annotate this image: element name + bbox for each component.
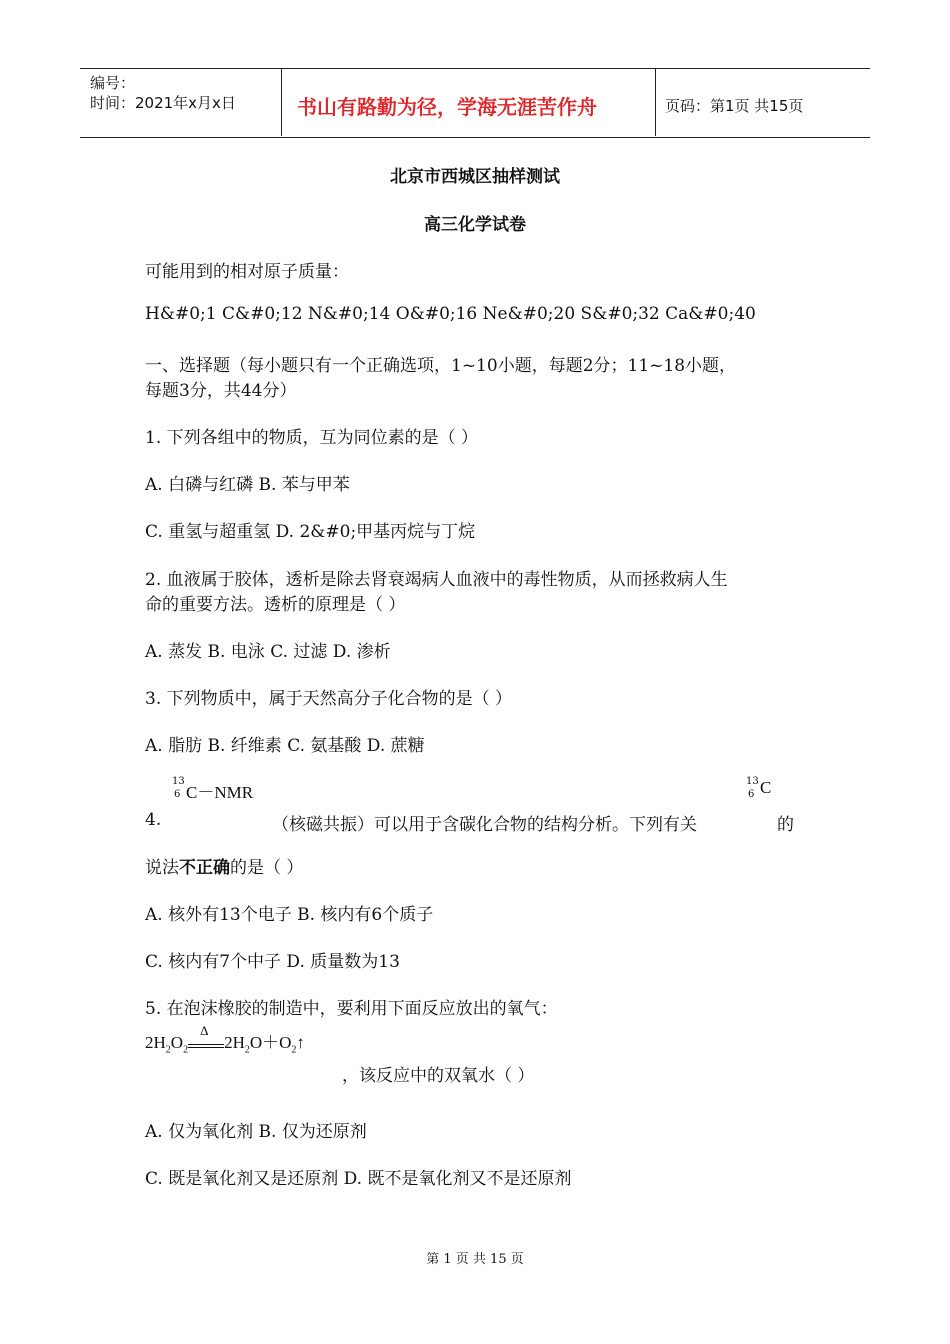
question-2-stem-cont: 命的重要方法。透析的原理是（ ） bbox=[145, 595, 406, 615]
question-5-stem: 5. 在泡沫橡胶的制造中，要利用下面反应放出的氧气： bbox=[145, 999, 558, 1019]
page-title: 北京市西城区抽样测试 bbox=[390, 167, 560, 187]
page-info: 页码：第1页 共15页 bbox=[665, 97, 804, 115]
question-2-options: A. 蒸发 B. 电泳 C. 过滤 D. 渗析 bbox=[145, 642, 391, 662]
question-4-options-ab: A. 核外有13个电子 B. 核内有6个质子 bbox=[145, 905, 434, 925]
question-4-stem-end: 的 bbox=[777, 815, 794, 835]
question-1-options-ab: A. 白磷与红磷 B. 苯与甲苯 bbox=[145, 475, 350, 495]
question-5-options-cd: C. 既是氧化剂又是还原剂 D. 既不是氧化剂又不是还原剂 bbox=[145, 1169, 572, 1189]
eq-reactant: O bbox=[170, 1033, 184, 1052]
gas-arrow: ↑ bbox=[296, 1033, 305, 1052]
question-3-stem: 3. 下列物质中，属于天然高分子化合物的是（ ） bbox=[145, 689, 513, 709]
subscript: 2 bbox=[165, 1044, 171, 1056]
text-pre: 说法 bbox=[145, 858, 179, 878]
question-4-number: 4. bbox=[145, 810, 162, 830]
question-4-options-cd: C. 核内有7个中子 D. 质量数为13 bbox=[145, 952, 400, 972]
atomic-mass-values: H&#0;1 C&#0;12 N&#0;14 O&#0;16 Ne&#0;20 S&#0;32 Ca&#0;40 bbox=[145, 304, 756, 324]
question-4-stem: （核磁共振）可以用于含碳化合物的结构分析。下列有关 bbox=[272, 815, 697, 835]
formula-text: C－NMR bbox=[186, 783, 254, 802]
section-heading-cont: 每题3分，共44分） bbox=[145, 381, 297, 401]
question-5-stem-cont: ，该反应中的双氧水（ ） bbox=[342, 1066, 535, 1086]
reaction-equation bbox=[145, 1023, 305, 1056]
header-divider bbox=[655, 68, 656, 136]
question-2-stem: 2. 血液属于胶体，透析是除去肾衰竭病人血液中的毒性物质，从而拯救病人生 bbox=[145, 570, 728, 590]
number-label: 编号： bbox=[90, 74, 136, 92]
question-1-options-cd: C. 重氢与超重氢 D. 2&#0;甲基丙烷与丁烷 bbox=[145, 522, 476, 542]
header-divider bbox=[281, 68, 282, 136]
eq-product: 2H bbox=[224, 1033, 245, 1052]
eq-reactant: 2H bbox=[145, 1033, 166, 1052]
question-5-options-ab: A. 仅为氧化剂 B. 仅为还原剂 bbox=[145, 1122, 367, 1142]
motto-text: 书山有路勤为径，学海无涯苦作舟 bbox=[297, 95, 597, 119]
subscript: 2 bbox=[291, 1044, 297, 1056]
atomic-number: 6 bbox=[174, 789, 181, 800]
heat-arrow bbox=[188, 1023, 224, 1048]
eq-product: O＋O bbox=[249, 1033, 292, 1052]
atomic-mass-intro: 可能用到的相对原子质量： bbox=[145, 262, 349, 282]
mass-number: 13 bbox=[746, 776, 759, 787]
subscript: 2 bbox=[244, 1044, 250, 1056]
text-post: 的是（ ） bbox=[230, 858, 304, 878]
question-1-stem: 1. 下列各组中的物质，互为同位素的是（ ） bbox=[145, 428, 479, 448]
mass-number: 13 bbox=[172, 776, 185, 787]
emphasis-not-correct: 不正确 bbox=[179, 858, 230, 878]
atomic-number: 6 bbox=[748, 789, 755, 800]
page-footer: 第 1 页 共 15 页 bbox=[426, 1252, 524, 1267]
subscript: 2 bbox=[183, 1044, 189, 1056]
page-subtitle: 高三化学试卷 bbox=[424, 215, 526, 235]
formula-text: C bbox=[760, 778, 772, 797]
time-label: 时间：2021年x月x日 bbox=[90, 94, 236, 112]
delta-symbol: Δ bbox=[200, 1023, 209, 1038]
question-3-options: A. 脂肪 B. 纤维素 C. 氨基酸 D. 蔗糖 bbox=[145, 736, 425, 756]
section-heading: 一、选择题（每小题只有一个正确选项，1~10小题，每题2分；11~18小题， bbox=[145, 356, 737, 376]
question-4-stem-cont bbox=[145, 853, 303, 878]
